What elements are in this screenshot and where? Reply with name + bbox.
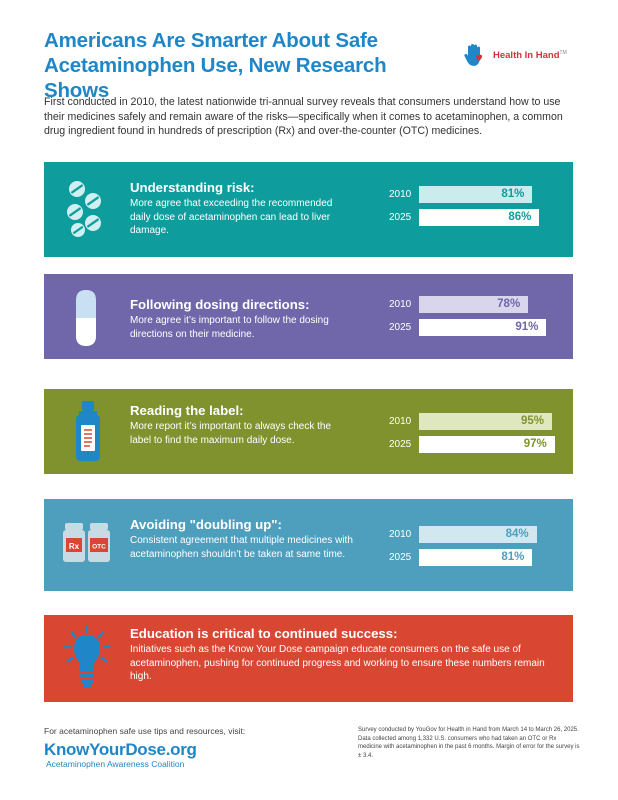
lightbulb-icon bbox=[62, 625, 112, 691]
bar-fill bbox=[419, 186, 532, 203]
bar-row-2010 bbox=[389, 186, 564, 203]
panel-description: More agree that exceeding the recommended daily dose of acetaminophen can lead to liver damage. bbox=[130, 198, 333, 236]
bar-track bbox=[419, 413, 559, 430]
bar-year-label: 2010 bbox=[389, 416, 412, 427]
bar-value-label: 97% bbox=[523, 438, 547, 450]
pills-icon bbox=[66, 179, 106, 239]
intro-paragraph: First conducted in 2010, the latest nationwide tri-annual survey reveals that consumers understand how to use their medicines safely and remain aware of the risks—specifically when it comes to acetaminophen, a common drug ingredient found in hundreds of prescription (Rx) and over-the-counter (OTC) medicines. bbox=[44, 96, 563, 137]
footer-visit-text: For acetaminophen safe use tips and resources, visit: bbox=[44, 726, 246, 736]
bar-track bbox=[419, 209, 559, 226]
panel-heading: Following dosing directions: bbox=[130, 297, 310, 312]
panel-description: Initiatives such as the Know Your Dose campaign educate consumers on the safe use of acetaminophen, pushing for continued progress and working to ensure these numbers remain high. bbox=[130, 644, 545, 682]
bar-track bbox=[419, 436, 559, 453]
rx-otc-bottles-icon bbox=[62, 521, 112, 571]
bar-track bbox=[419, 186, 559, 203]
medicine-bottle-icon bbox=[73, 399, 103, 465]
bar-track bbox=[419, 549, 559, 566]
panel-education bbox=[44, 615, 573, 702]
panel-doubling-up bbox=[44, 499, 573, 591]
svg-text:Rx: Rx bbox=[68, 542, 80, 551]
bar-row-2010 bbox=[389, 526, 564, 543]
bar-row-2010 bbox=[389, 413, 564, 430]
knowyourdose-subtitle: Acetaminophen Awareness Coalition bbox=[46, 759, 185, 769]
bar-value-label: 95% bbox=[520, 415, 544, 427]
bar-year-label: 2025 bbox=[389, 212, 412, 223]
bar-track bbox=[419, 526, 559, 543]
panel-heading: Understanding risk: bbox=[130, 180, 255, 195]
bar-fill bbox=[419, 549, 532, 566]
hand-heart-icon bbox=[463, 43, 489, 69]
bar-fill bbox=[419, 209, 539, 226]
panel-heading: Reading the label: bbox=[130, 403, 244, 418]
bar-year-label: 2010 bbox=[389, 189, 412, 200]
bar-row-2025 bbox=[389, 549, 564, 566]
bar-value-label: 81% bbox=[501, 551, 525, 563]
health-in-hand-logo bbox=[463, 43, 567, 69]
bar-fill bbox=[419, 319, 546, 336]
bar-fill bbox=[419, 526, 537, 543]
bar-row-2025 bbox=[389, 209, 564, 226]
bar-value-label: 78% bbox=[497, 298, 521, 310]
title-line-2: Acetaminophen Use, New Research Shows bbox=[44, 54, 387, 102]
bar-row-2010 bbox=[389, 296, 564, 313]
panel-description: Consistent agreement that multiple medicines with acetaminophen shouldn’t be taken at same time. bbox=[130, 535, 353, 560]
title-line-1: Americans Are Smarter About Safe bbox=[44, 29, 378, 52]
bar-track bbox=[419, 319, 559, 336]
bar-year-label: 2025 bbox=[389, 322, 412, 333]
bar-fill bbox=[419, 296, 528, 313]
bar-value-label: 84% bbox=[505, 528, 529, 540]
bar-value-label: 86% bbox=[508, 211, 532, 223]
bar-fill bbox=[419, 413, 552, 430]
svg-text:OTC: OTC bbox=[92, 543, 106, 551]
panel-description: More agree it’s important to follow the dosing directions on their medicine. bbox=[130, 315, 329, 340]
capsule-icon bbox=[74, 288, 98, 348]
survey-footnote: Survey conducted by YouGov for Health in Hand from March 14 to March 26, 2025. Data collected among 1,332 U.S. consumers who had taken an OTC or Rx medicine with acetaminophen in the past 6 months. Margin of error for the survey is ± 3.4. bbox=[358, 727, 580, 759]
logo-text: Health In Hand™ bbox=[493, 50, 567, 62]
panel-description: More report it’s important to always check the label to find the maximum daily dose. bbox=[130, 421, 332, 446]
bar-year-label: 2025 bbox=[389, 439, 412, 450]
panel-understanding-risk bbox=[44, 162, 573, 257]
bar-row-2025 bbox=[389, 319, 564, 336]
panel-reading-label bbox=[44, 389, 573, 474]
bar-fill bbox=[419, 436, 555, 453]
bar-year-label: 2025 bbox=[389, 552, 412, 563]
panel-heading: Education is critical to continued success: bbox=[130, 626, 398, 641]
bar-track bbox=[419, 296, 559, 313]
bar-year-label: 2010 bbox=[389, 299, 412, 310]
page-title bbox=[44, 28, 444, 103]
panel-heading: Avoiding "doubling up": bbox=[130, 517, 282, 532]
knowyourdose-link[interactable]: KnowYourDose.org bbox=[44, 740, 197, 759]
panel-dosing-directions bbox=[44, 274, 573, 359]
bar-value-label: 91% bbox=[515, 321, 539, 333]
bar-value-label: 81% bbox=[501, 188, 525, 200]
bar-year-label: 2010 bbox=[389, 529, 412, 540]
bar-row-2025 bbox=[389, 436, 564, 453]
